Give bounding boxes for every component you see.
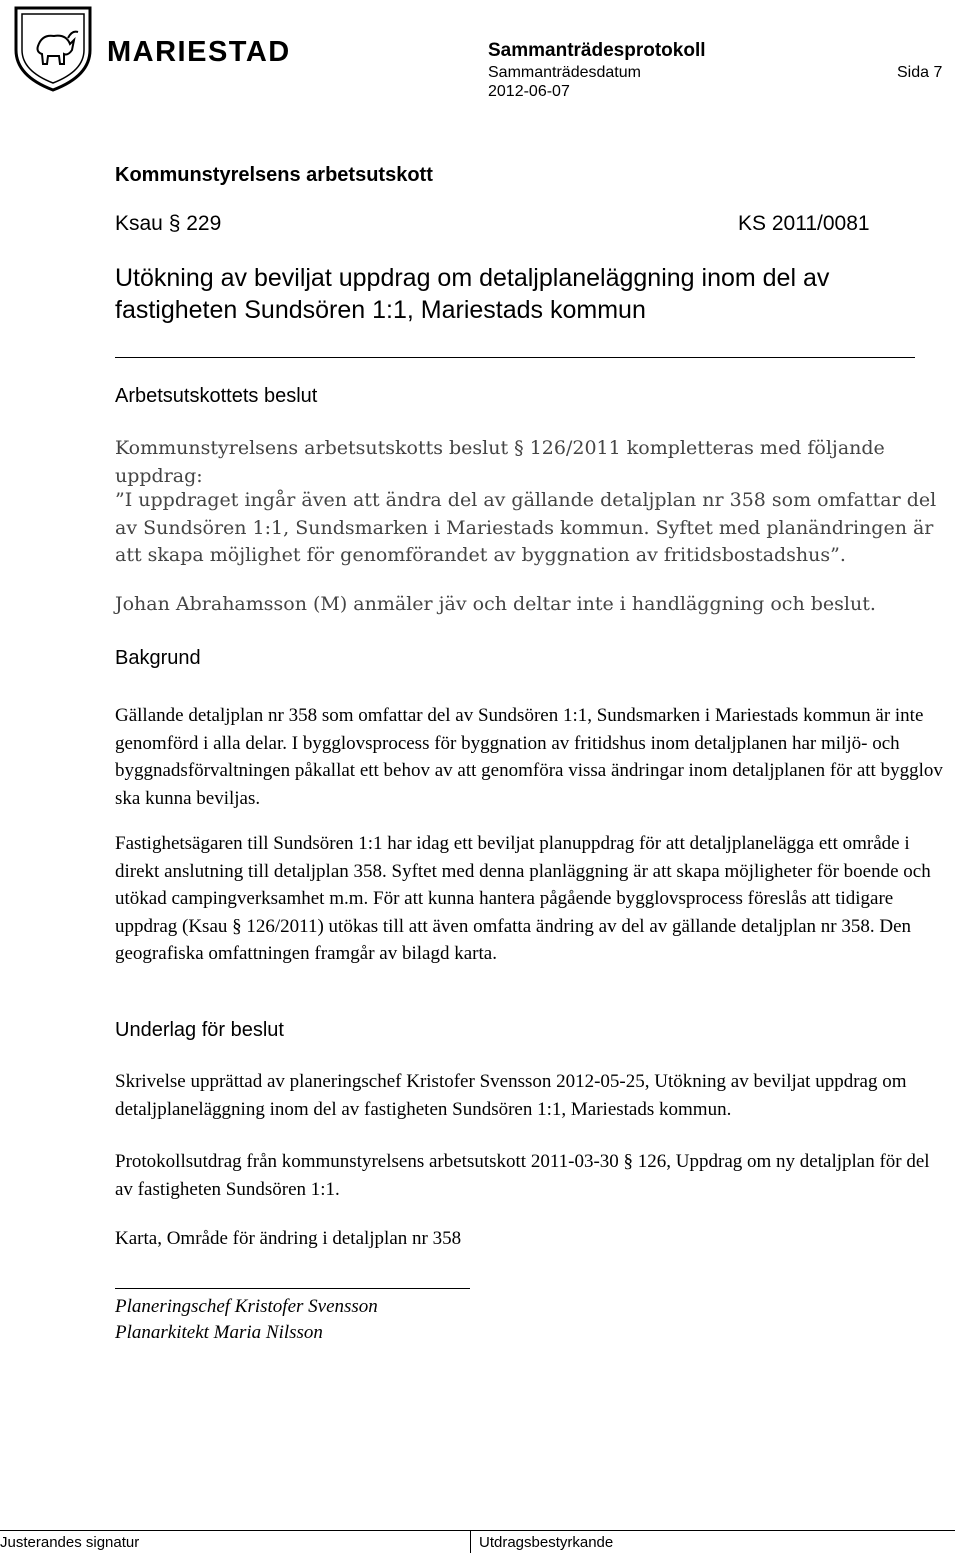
logo-text: MARIESTAD xyxy=(107,36,291,68)
footer-divider xyxy=(0,1530,955,1531)
page-title xyxy=(115,262,915,326)
document-type: Sammanträdesprotokoll xyxy=(488,40,706,61)
distribution-divider xyxy=(115,1288,470,1289)
distribution-recipient: Planarkitekt Maria Nilsson xyxy=(115,1322,323,1343)
footer-signature-label: Justerandes signatur xyxy=(0,1534,140,1551)
footer-certification-label: Utdragsbestyrkande xyxy=(479,1534,614,1551)
basis-item-1: Skrivelse upprättad av planeringschef Kristofer Svensson 2012-05-25, Utökning av beviljat uppdrag om detaljplaneläggning inom del av fastigheten Sundsören 1:1, Mariestads kommun. xyxy=(115,1071,907,1120)
committee-name: Kommunstyrelsens arbetsutskott xyxy=(115,164,433,186)
distribution-recipient: Planeringschef Kristofer Svensson xyxy=(115,1296,378,1317)
basis-item-2: Protokollsutdrag från kommunstyrelsens arbetsutskott 2011-03-30 § 126, Uppdrag om ny detaljplan för del av fastigheten Sundsören 1:1. xyxy=(115,1151,930,1200)
background-paragraph-1: Gällande detaljplan nr 358 som omfattar del av Sundsören 1:1, Sundsmarken i Mariestads kommun är inte genomförd i alla delar. I bygglovsprocess för byggnation av fritidshus inom detaljplanen har miljö- och byggnadsförvaltningen påkallat ett behov av att genomföra vissa ändringar inom detaljplanen för att bygglov ska kunna beviljas. xyxy=(115,705,943,809)
case-number: KS 2011/0081 xyxy=(738,212,870,235)
background-heading: Bakgrund xyxy=(115,647,201,669)
page-title-line-1: Utökning av beviljat uppdrag om detaljplaneläggning inom del av xyxy=(115,264,830,292)
page-title-line-2: fastigheten Sundsören 1:1, Mariestads kommun xyxy=(115,296,646,324)
decision-heading: Arbetsutskottets beslut xyxy=(115,385,318,407)
background-paragraph-2: Fastighetsägaren till Sundsören 1:1 har idag ett beviljat planuppdrag för att detaljplanelägga ett område i direkt anslutning till detaljplan 358. Syftet med denna planläggning är att skapa möjligheter för boende och utökad campingverksamhet m.m. För att kunna hantera pågående bygglovsprocess föreslås att tidigare uppdrag (Ksau § 126/2011) utökas till att även omfatta ändring av del av gällande detaljplan nr 358. Den geografiska omfattningen framgår av bilagd karta. xyxy=(115,833,931,964)
title-divider xyxy=(115,357,915,358)
conflict-of-interest-note: Johan Abrahamsson (M) anmäler jäv och deltar inte i handläggning och beslut. xyxy=(115,593,876,615)
meeting-date-label: Sammanträdesdatum xyxy=(488,64,641,81)
paragraph-reference: Ksau § 229 xyxy=(115,212,222,235)
meeting-date: 2012-06-07 xyxy=(488,83,570,100)
decision-text: Kommunstyrelsens arbetsutskotts beslut § 126/2011 kompletteras med följande uppdrag: xyxy=(115,437,885,487)
basis-item-3: Karta, Område för ändring i detaljplan nr 358 xyxy=(115,1228,462,1249)
page-number: Sida 7 xyxy=(897,64,943,81)
municipal-coat-of-arms-icon xyxy=(8,4,98,92)
footer-column-divider xyxy=(470,1530,471,1553)
assignment-quote: ”I uppdraget ingår även att ändra del av gällande detaljplan nr 358 som omfattar del av Sundsören 1:1, Sundsmarken i Mariestads kommun. Syftet med planändringen är att skapa möjlighet för genomförandet av byggnation av fritidsbostadshus”. xyxy=(115,489,937,566)
basis-heading: Underlag för beslut xyxy=(115,1019,284,1041)
